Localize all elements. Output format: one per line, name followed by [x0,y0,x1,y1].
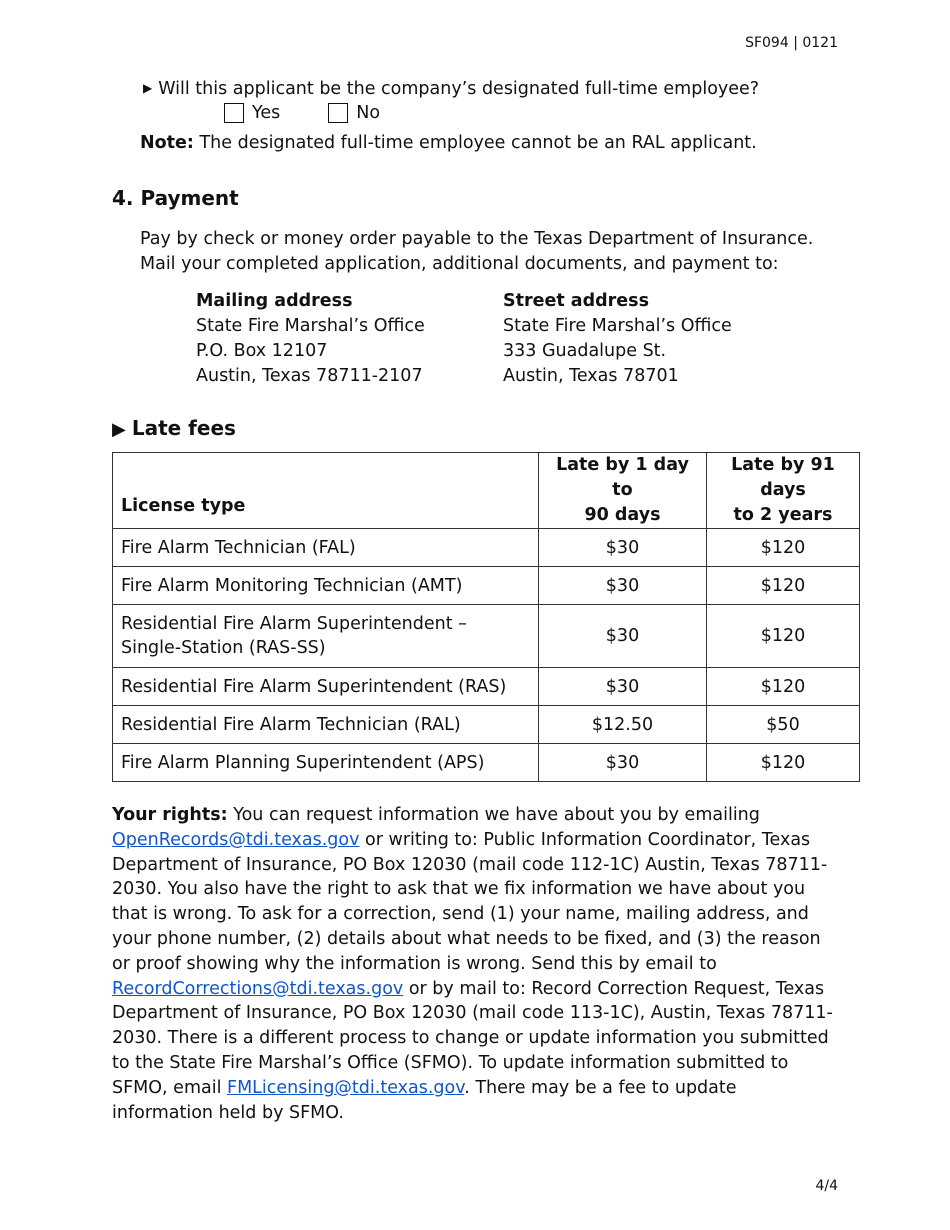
table-row [113,529,860,567]
header-line: to 2 years [733,505,833,525]
table-header-row [113,453,860,529]
fee-cell: $120 [707,668,860,706]
record-corrections-email-link[interactable]: RecordCorrections@tdi.texas.gov [112,978,404,999]
table-row [113,567,860,605]
fee-cell: $30 [539,605,707,668]
rights-text: You can request information we have about you by emailing [227,805,760,825]
late-fees-title [112,416,236,440]
no-option[interactable] [328,103,380,123]
late-fees-title-text: Late fees [131,416,236,440]
header-line: Late by 1 day to [556,455,689,500]
rights-text: or writing to: Public Information Coordinator, Texas Department of Insurance, PO Box 12030 (mail code 112-1C) Austin, Texas 78711-2030. You also have the right to ask that we fix information we have about you that is wrong. To ask for a correction, send (1) your name, mailing address, and your phone number, (2) details about what needs to be fixed, and (3) the reason or proof showing why the information is wrong. Send this by email to [112,829,828,974]
fee-cell: $120 [707,744,860,782]
rights-text: . There may be a fee to update information held by SFMO. [112,1077,737,1123]
table-row [113,744,860,782]
triangle-bullet-icon: ▶ [143,81,153,95]
fee-cell: $120 [707,605,860,668]
payment-text: Pay by check or money order payable to the Texas Department of Insurance. Mail your completed application, additional documents, and payment to: [140,229,814,274]
street-address [503,289,732,389]
fee-cell: $30 [539,529,707,567]
rights-text: or by mail to: Record Correction Request, Texas Department of Insurance, PO Box 12030 (mail code 113-1C), Austin, Texas 78711-2030. There is a different process to change or update information you submitted to the State Fire Marshal’s Office (SFMO). To update information submitted to SFMO, email [112,978,833,1098]
license-type-cell: Fire Alarm Technician (FAL) [113,529,539,567]
employee-choices [224,103,428,123]
mailing-heading: Mailing address [196,291,353,311]
note [140,133,757,153]
employee-question [143,79,759,99]
license-type-cell: Residential Fire Alarm Superintendent (RAS) [113,668,539,706]
table-row [113,605,860,668]
license-type-cell: Fire Alarm Planning Superintendent (APS) [113,744,539,782]
fee-cell: $50 [707,706,860,744]
form-code: SF094 | 0121 [745,35,838,51]
rights-label: Your rights: [112,805,228,825]
fee-cell: $30 [539,567,707,605]
header-line: 90 days [584,505,661,525]
no-checkbox[interactable] [328,103,348,123]
yes-checkbox[interactable] [224,103,244,123]
mailing-address [196,289,425,389]
yes-option[interactable] [224,103,280,123]
open-records-email-link[interactable]: OpenRecords@tdi.texas.gov [112,829,360,850]
fee-cell: $120 [707,529,860,567]
fee-cell: $30 [539,744,707,782]
header-late-1-90 [539,453,707,529]
fm-licensing-email-link[interactable]: FMLicensing@tdi.texas.gov [227,1077,465,1098]
note-text: The designated full-time employee cannot be an RAL applicant. [193,133,757,153]
license-type-cell: Fire Alarm Monitoring Technician (AMT) [113,567,539,605]
license-type-cell: Residential Fire Alarm Superintendent – Single-Station (RAS-SS) [113,605,539,668]
fee-cell: $120 [707,567,860,605]
no-label: No [356,103,381,123]
license-type-cell: Residential Fire Alarm Technician (RAL) [113,706,539,744]
fee-cell: $30 [539,668,707,706]
street-line: State Fire Marshal’s Office [503,316,732,336]
question-text: Will this applicant be the company’s designated full-time employee? [158,79,760,99]
header-line: Late by 91 days [731,455,835,500]
street-heading: Street address [503,291,649,311]
mailing-line: State Fire Marshal’s Office [196,316,425,336]
table-row [113,668,860,706]
mailing-line: P.O. Box 12107 [196,341,328,361]
street-line: Austin, Texas 78701 [503,366,679,386]
page-number: 4/4 [815,1178,838,1194]
street-line: 333 Guadalupe St. [503,341,667,361]
your-rights-paragraph [112,803,840,1125]
fee-cell: $12.50 [539,706,707,744]
triangle-bullet-icon: ▶ [112,419,126,440]
note-label: Note: [140,133,194,153]
yes-label: Yes [252,103,281,123]
late-fees-table [112,452,860,782]
table-row [113,706,860,744]
mailing-line: Austin, Texas 78711-2107 [196,366,423,386]
header-license-type: License type [113,453,539,529]
header-late-91-2y [707,453,860,529]
payment-title: 4. Payment [112,186,239,210]
